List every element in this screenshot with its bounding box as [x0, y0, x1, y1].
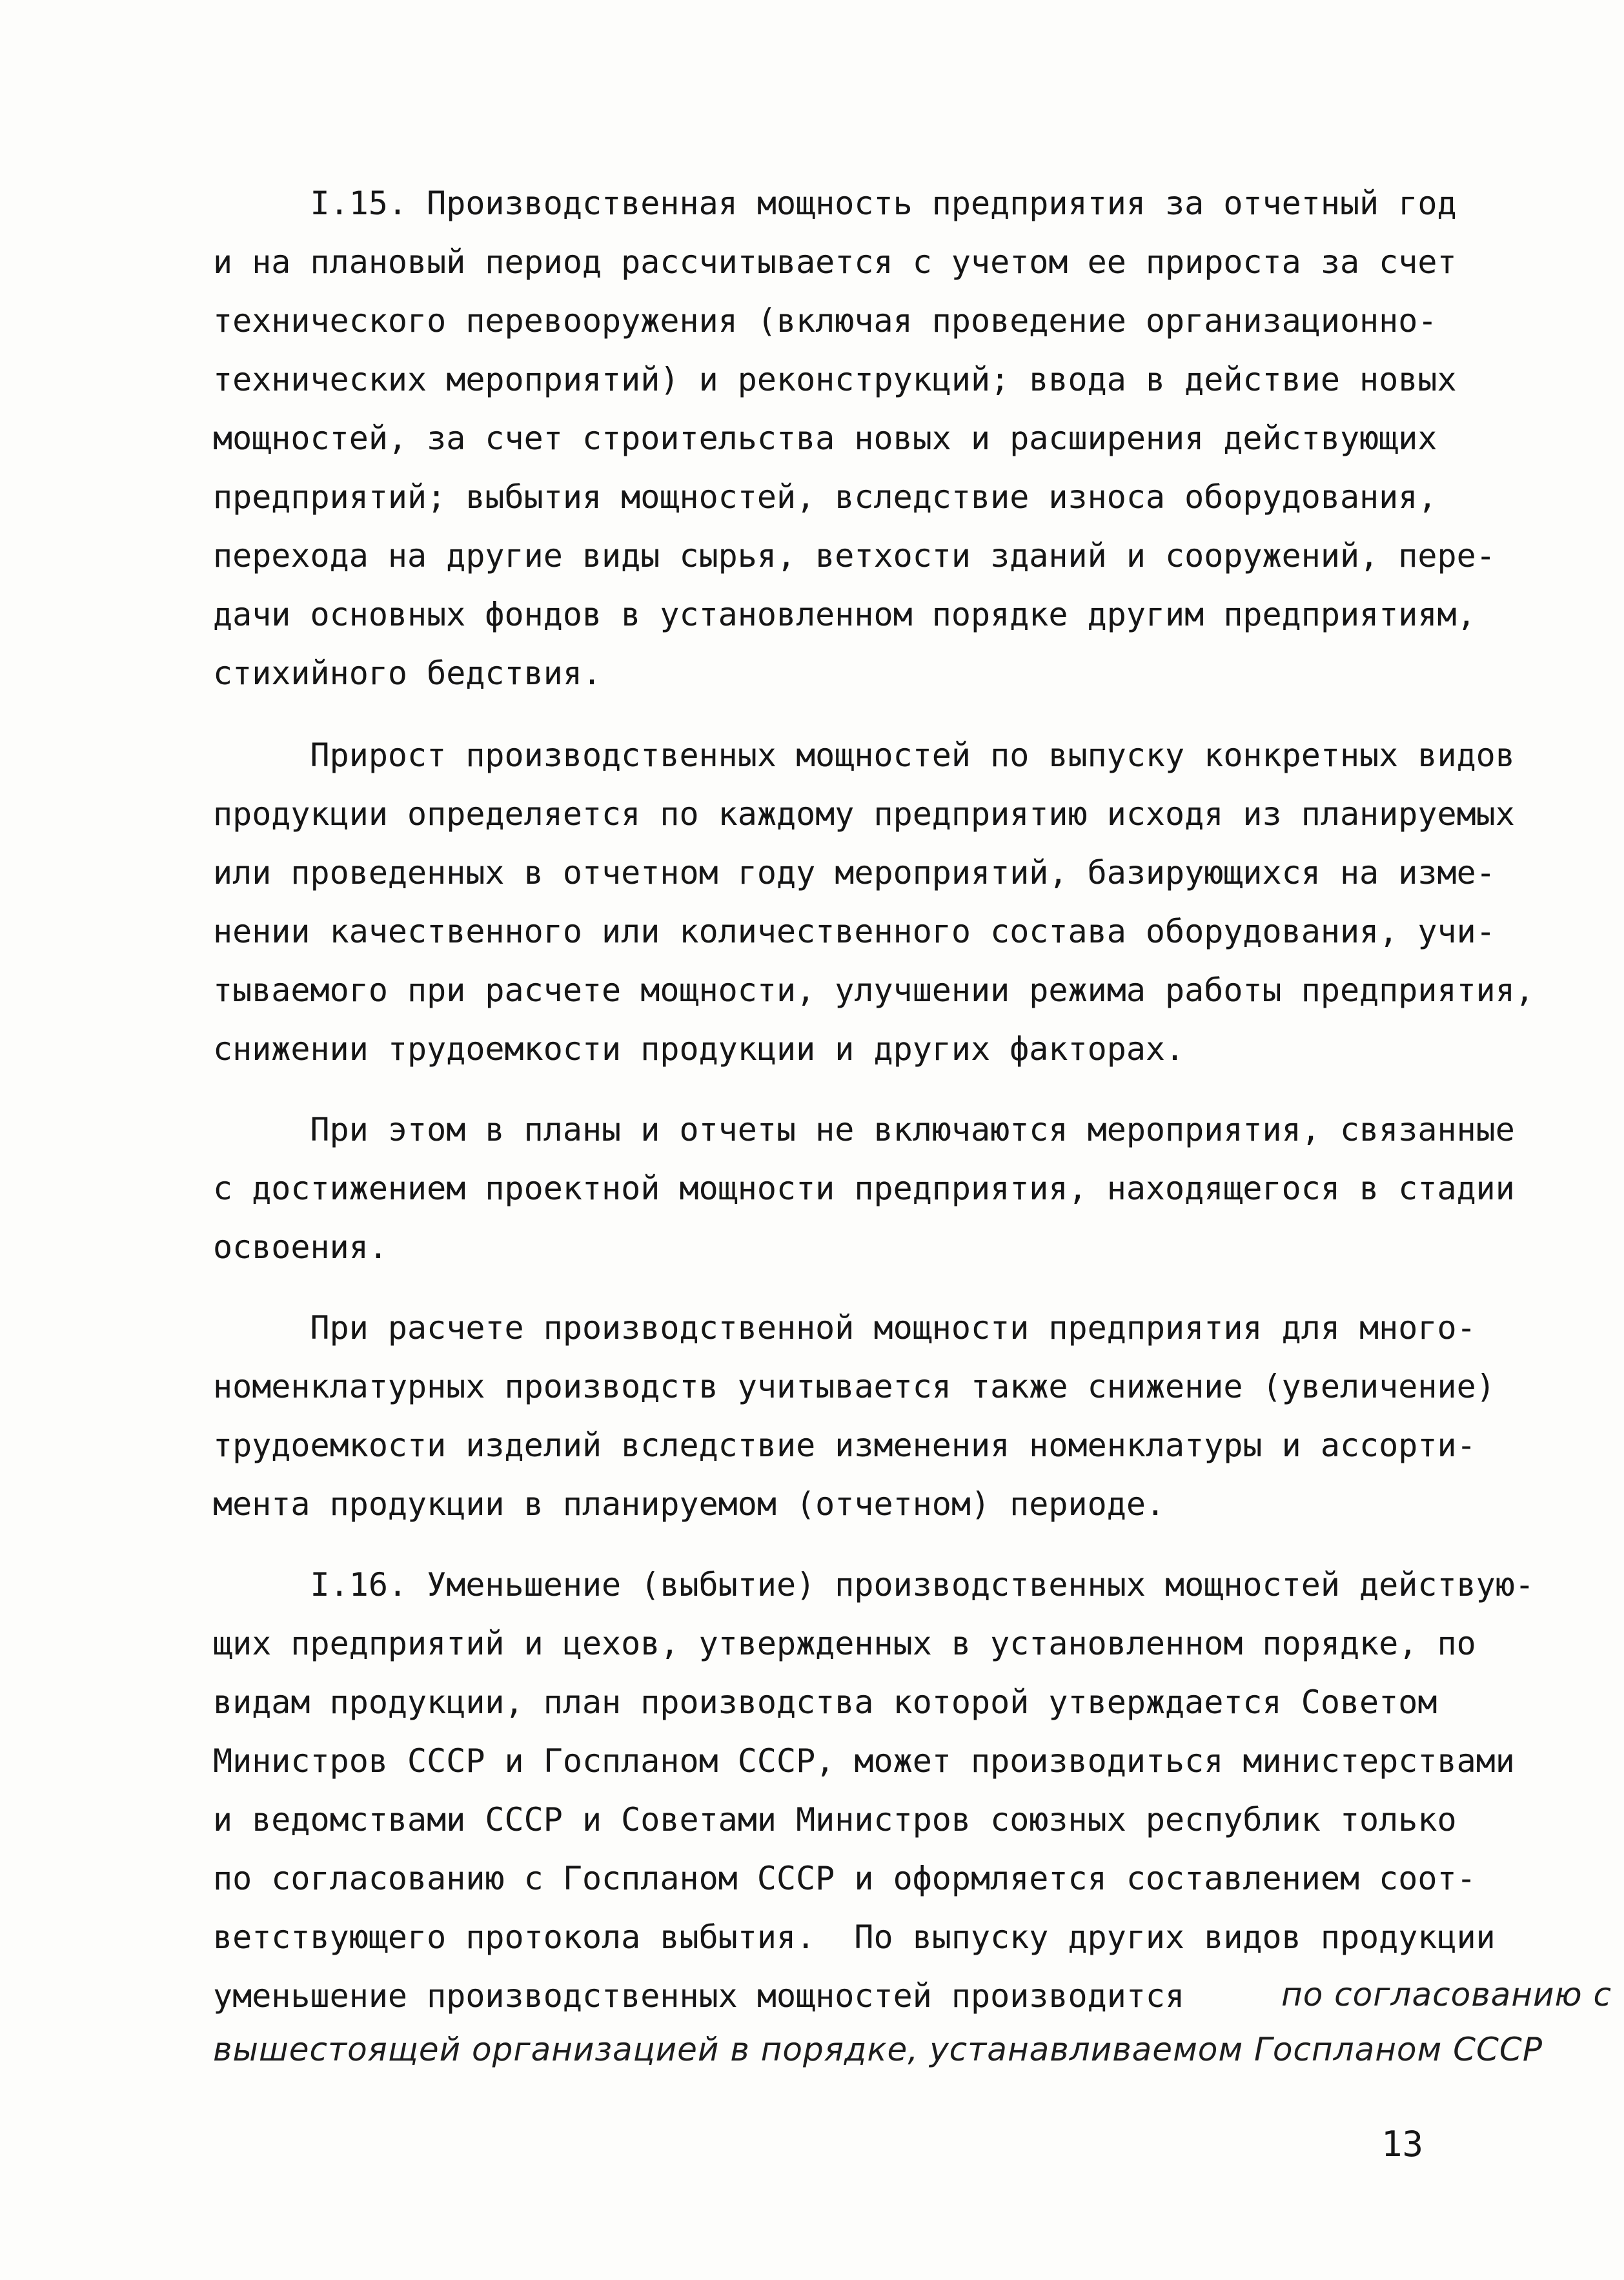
text-line-24: щих предприятий и цехов, утвержденных в установленном порядке, по: [213, 1625, 1476, 1662]
text-line-10: Прирост производственных мощностей по выпуску конкретных видов: [213, 737, 1515, 774]
text-line-7: перехода на другие виды сырья, ветхости зданий и сооружений, пере-: [213, 537, 1496, 575]
text-line-11: продукции определяется по каждому предприятию исходя из планируемых: [213, 795, 1515, 833]
text-line-27: и ведомствами СССР и Советами Министров союзных республик только: [213, 1801, 1457, 1838]
text-line-16: При этом в планы и отчеты не включаются мероприятия, связанные: [213, 1111, 1515, 1148]
text-line-9: стихийного бедствия.: [213, 655, 602, 692]
text-line-25: видам продукции, план производства которой утверждается Советом: [213, 1684, 1437, 1721]
text-line-18: освоения.: [213, 1228, 388, 1266]
text-line-5: мощностей, за счет строительства новых и расширения действующих: [213, 420, 1437, 457]
text-line-28: по согласованию с Госпланом СССР и оформляется составлением соот-: [213, 1860, 1476, 1897]
text-line-13: нении качественного или количественного состава оборудования, учи-: [213, 913, 1496, 950]
text-line-2: и на плановый период рассчитывается с учетом ее прироста за счет: [213, 243, 1457, 281]
text-line-22: мента продукции в планируемом (отчетном) периоде.: [213, 1485, 1166, 1523]
text-line-20: номенклатурных производств учитывается также снижение (увеличение): [213, 1368, 1496, 1405]
text-line-1: I.15. Производственная мощность предприятия за отчетный год: [213, 185, 1457, 222]
text-line-30: уменьшение производственных мощностей производится: [213, 1977, 1185, 2015]
page-number: 13: [1381, 2124, 1424, 2164]
text-line-23: I.16. Уменьшение (выбытие) производственных мощностей действую-: [213, 1566, 1534, 1603]
text-line-8: дачи основных фондов в установленном порядке другим предприятиям,: [213, 596, 1476, 633]
text-line-15: снижении трудоемкости продукции и других факторах.: [213, 1030, 1185, 1068]
text-line-4: технических мероприятий) и реконструкций; ввода в действие новых: [213, 361, 1457, 398]
handwritten-insert-1: по согласованию с: [1281, 1976, 1612, 2013]
text-line-14: тываемого при расчете мощности, улучшении режима работы предприятия,: [213, 972, 1534, 1009]
text-line-19: При расчете производственной мощности предприятия для много-: [213, 1309, 1476, 1347]
text-line-17: с достижением проектной мощности предприятия, находящегося в стадии: [213, 1170, 1515, 1207]
text-line-3: технического перевооружения (включая проведение организационно-: [213, 302, 1437, 340]
text-line-12: или проведенных в отчетном году мероприятий, базирующихся на изме-: [213, 854, 1496, 891]
handwritten-insert-2: вышестоящей организацией в порядке, устанавливаемом Госпланом СССР: [213, 2031, 1543, 2068]
text-line-6: предприятий; выбытия мощностей, вследствие износа оборудования,: [213, 478, 1437, 516]
text-line-21: трудоемкости изделий вследствие изменения номенклатуры и ассорти-: [213, 1427, 1476, 1464]
text-line-26: Министров СССР и Госпланом СССР, может производиться министерствами: [213, 1742, 1515, 1780]
text-line-29: ветствующего протокола выбытия. По выпуску других видов продукции: [213, 1919, 1496, 1956]
